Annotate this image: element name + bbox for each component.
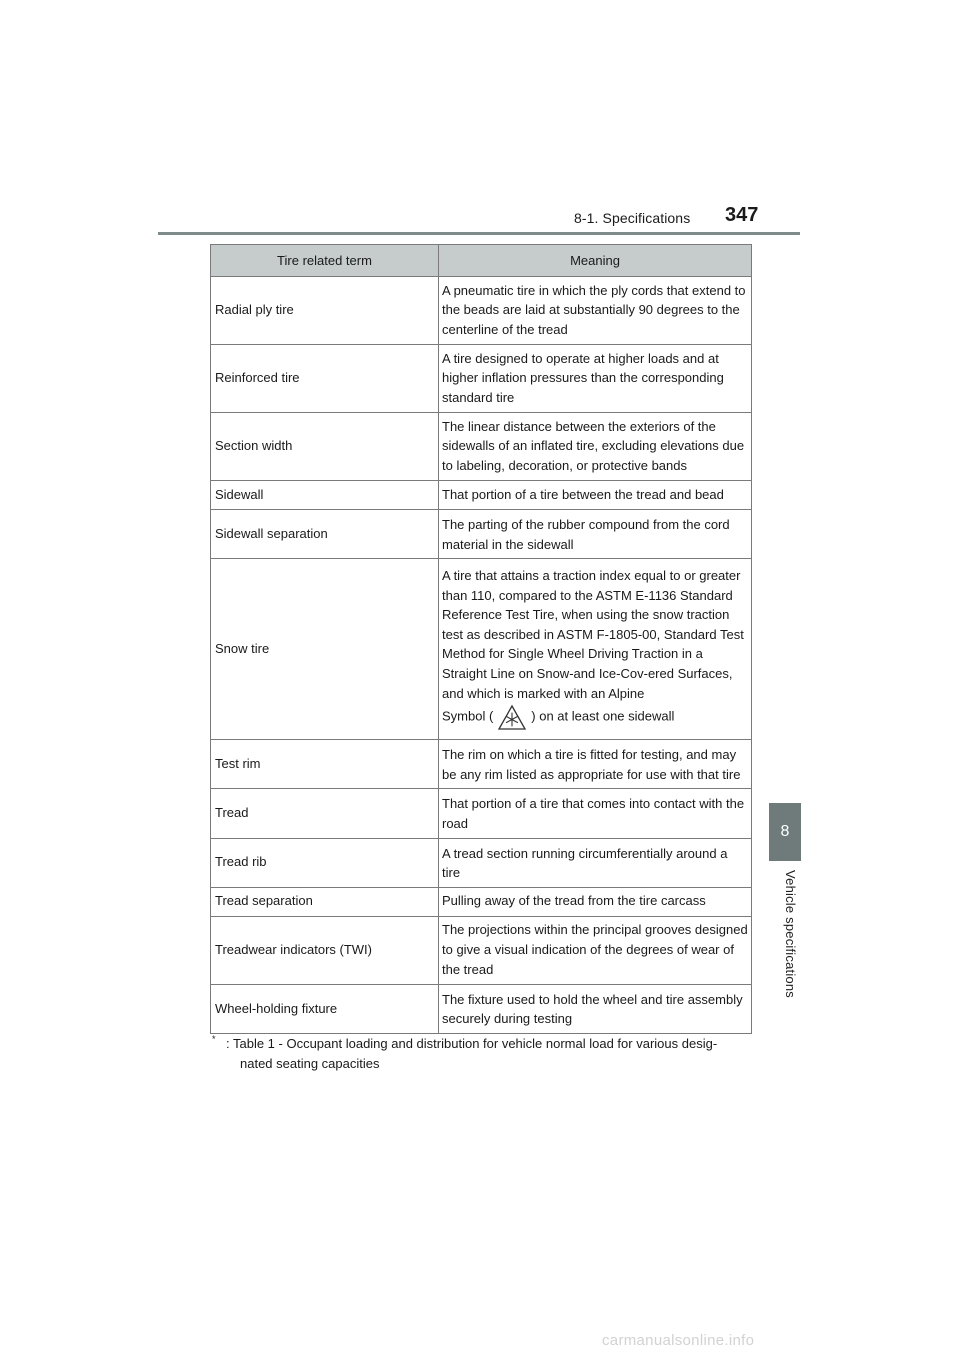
page-number: 347 — [725, 204, 759, 226]
symbol-prefix: Symbol ( — [442, 708, 494, 724]
table-row — [211, 887, 752, 916]
meaning-cell: The linear distance between the exteriors of the sidewalls of an inflated tire, excluding elevations due to labeling, decoration, or protective bands — [439, 413, 752, 481]
meaning-cell: The fixture used to hold the wheel and tire assembly securely during testing — [439, 984, 752, 1033]
table-row — [211, 510, 752, 559]
term-cell: Tread rib — [211, 838, 439, 887]
table-row — [211, 984, 752, 1033]
footnote-marker: * — [212, 1034, 216, 1044]
header-rule — [158, 232, 800, 235]
watermark: carmanualsonline.info — [602, 1332, 755, 1349]
term-cell: Sidewall separation — [211, 510, 439, 559]
table-row — [211, 916, 752, 984]
meaning-cell: A tread section running circumferentially around a tire — [439, 838, 752, 887]
table-row — [211, 345, 752, 413]
meaning-cell: The parting of the rubber compound from the cord material in the sidewall — [439, 510, 752, 559]
meaning-cell: A pneumatic tire in which the ply cords that extend to the beads are laid at substantially 90 degrees to the centerline of the tread — [439, 277, 752, 345]
section-title: 8-1. Specifications — [574, 210, 691, 226]
term-cell: Test rim — [211, 740, 439, 789]
table-row — [211, 277, 752, 345]
table-row — [211, 740, 752, 789]
meaning-cell: A tire designed to operate at higher loads and at higher inflation pressures than the corresponding standard tire — [439, 345, 752, 413]
footnote — [212, 1034, 752, 1074]
meaning-cell: Pulling away of the tread from the tire carcass — [439, 887, 752, 916]
meaning-cell — [439, 559, 752, 740]
meaning-cell: The rim on which a tire is fitted for testing, and may be any rim listed as appropriate for use with that tire — [439, 740, 752, 789]
symbol-suffix: ) on at least one sidewall — [531, 708, 675, 724]
term-cell: Treadwear indicators (TWI) — [211, 916, 439, 984]
term-cell: Wheel-holding fixture — [211, 984, 439, 1033]
footnote-line-2: nated seating capacities — [240, 1056, 380, 1071]
table-row — [211, 481, 752, 510]
term-cell: Snow tire — [211, 559, 439, 740]
term-cell: Radial ply tire — [211, 277, 439, 345]
tire-terms-table — [210, 244, 752, 1034]
chapter-label: Vehicle specifications — [783, 870, 798, 998]
term-cell: Sidewall — [211, 481, 439, 510]
term-cell: Tread separation — [211, 887, 439, 916]
column-header-term: Tire related term — [211, 245, 439, 277]
column-header-meaning: Meaning — [439, 245, 752, 277]
footnote-line-1: : Table 1 - Occupant loading and distribution for vehicle normal load for various desig- — [226, 1036, 718, 1051]
alpine-snowflake-icon — [497, 703, 527, 731]
table-header-row — [211, 245, 752, 277]
table-row — [211, 559, 752, 740]
term-cell: Tread — [211, 789, 439, 838]
table-row — [211, 838, 752, 887]
term-cell: Section width — [211, 413, 439, 481]
snow-tire-meaning: A tire that attains a traction index equal to or greater than 110, compared to the ASTM E-1136 Standard Reference Test Tire, when using the snow traction test as described in ASTM F-1805-00, Standard Test Method for Single Wheel Driving Traction in a Straight Line on Snow-and Ice-Cov-ered Surfaces, and which is marked with an Alpine — [442, 568, 744, 701]
meaning-cell: That portion of a tire between the tread and bead — [439, 481, 752, 510]
meaning-cell: The projections within the principal grooves designed to give a visual indication of the degrees of wear of the tread — [439, 916, 752, 984]
term-cell: Reinforced tire — [211, 345, 439, 413]
chapter-tab[interactable] — [769, 803, 801, 861]
chapter-number: 8 — [780, 823, 790, 840]
meaning-cell: That portion of a tire that comes into contact with the road — [439, 789, 752, 838]
table-row — [211, 413, 752, 481]
table-row — [211, 789, 752, 838]
